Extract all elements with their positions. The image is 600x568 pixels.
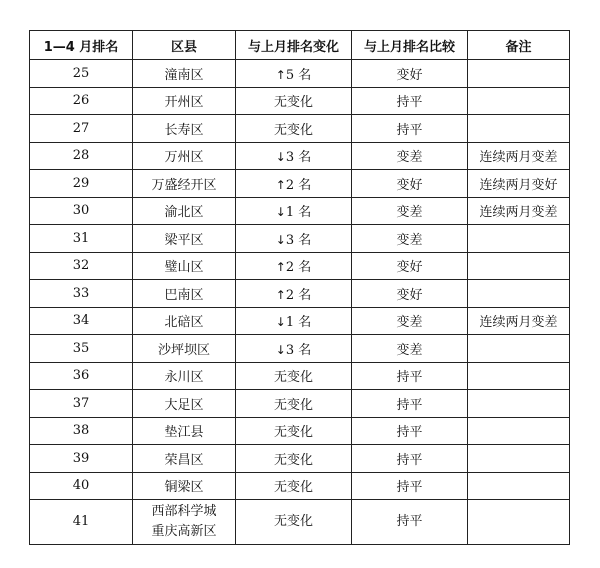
table-row [30,197,570,225]
rank-change-cell [236,170,352,198]
rank-cell: 35 [30,335,133,363]
note-cell [468,390,570,418]
district-cell: 巴南区 [133,280,236,308]
rank-cell: 39 [30,445,133,473]
district-cell [133,500,236,545]
note-cell [468,60,570,88]
note-cell: 连续两月变差 [468,307,570,335]
compare-cell: 变好 [352,170,468,198]
compare-cell: 持平 [352,390,468,418]
rank-change-cell [236,252,352,280]
note-cell: 连续两月变差 [468,197,570,225]
rank-cell: 29 [30,170,133,198]
rank-change-text: 无变化 [273,480,313,496]
note-cell: 连续两月变差 [468,142,570,170]
rank-cell: 30 [30,197,133,225]
rank-change-text: 1 名 [285,315,312,331]
district-line-2: 重庆高新区 [151,524,217,539]
compare-cell: 持平 [352,445,468,473]
arrow-up-icon: ↑ [275,67,286,82]
note-cell [468,115,570,143]
rank-change-text: 3 名 [285,232,312,248]
table-row [30,390,570,418]
rank-cell: 31 [30,225,133,253]
rank-change-text: 2 名 [285,287,312,303]
table-row [30,60,570,88]
note-cell [468,225,570,253]
district-cell: 梁平区 [133,225,236,253]
rank-change-text: 3 名 [285,342,312,358]
table-row [30,472,570,500]
arrow-down-icon: ↓ [275,315,286,330]
arrow-down-icon: ↓ [275,150,286,165]
compare-cell: 持平 [352,115,468,143]
arrow-up-icon: ↑ [275,260,286,275]
note-cell [468,335,570,363]
rank-cell: 25 [30,60,133,88]
arrow-up-icon: ↑ [275,177,286,192]
rank-change-cell [236,335,352,363]
header-note: 备注 [468,31,570,60]
rank-cell: 36 [30,362,133,390]
table-row [30,335,570,363]
compare-cell: 持平 [352,417,468,445]
rank-cell: 37 [30,390,133,418]
rank-change-cell [236,225,352,253]
rank-change-cell [236,362,352,390]
rank-change-text: 无变化 [273,370,313,386]
rank-change-text: 无变化 [273,397,313,413]
rank-cell: 41 [30,500,133,545]
rank-change-text: 5 名 [285,67,312,83]
rank-cell: 26 [30,87,133,115]
district-cell: 开州区 [133,87,236,115]
note-cell: 连续两月变好 [468,170,570,198]
table-row [30,417,570,445]
note-cell [468,417,570,445]
arrow-down-icon: ↓ [275,342,286,357]
compare-cell: 持平 [352,472,468,500]
table-row [30,252,570,280]
table-row [30,280,570,308]
arrow-up-icon: ↑ [275,287,286,302]
note-cell [468,445,570,473]
district-line-1: 西部科学城 [151,504,217,519]
rank-cell: 40 [30,472,133,500]
district-cell: 万州区 [133,142,236,170]
rank-cell: 27 [30,115,133,143]
rank-change-cell [236,142,352,170]
district-cell: 铜梁区 [133,472,236,500]
rank-change-cell [236,500,352,545]
compare-cell: 持平 [352,500,468,545]
rank-change-cell [236,197,352,225]
district-cell: 永川区 [133,362,236,390]
rank-change-text: 2 名 [285,260,312,276]
compare-cell: 变好 [352,280,468,308]
district-cell: 万盛经开区 [133,170,236,198]
rank-cell: 34 [30,307,133,335]
compare-cell: 变差 [352,197,468,225]
note-cell [468,252,570,280]
rank-change-cell [236,307,352,335]
header-compare: 与上月排名比较 [352,31,468,60]
compare-cell: 持平 [352,362,468,390]
district-cell: 沙坪坝区 [133,335,236,363]
header-row [30,31,570,60]
table-row [30,87,570,115]
rank-change-text: 无变化 [273,95,313,111]
table-row [30,500,570,545]
header-rank-change: 与上月排名变化 [236,31,352,60]
rank-change-text: 无变化 [273,452,313,468]
rank-change-text: 无变化 [273,425,313,441]
rank-change-cell [236,115,352,143]
table-row [30,445,570,473]
rank-change-cell [236,87,352,115]
compare-cell: 变差 [352,335,468,363]
district-cell: 大足区 [133,390,236,418]
rank-cell: 32 [30,252,133,280]
header-rank: 1—4 月排名 [30,31,133,60]
note-cell [468,280,570,308]
rank-change-cell [236,390,352,418]
note-cell [468,362,570,390]
district-cell: 垫江县 [133,417,236,445]
table-row [30,362,570,390]
district-cell: 璧山区 [133,252,236,280]
ranking-table [29,30,570,545]
compare-cell: 变差 [352,142,468,170]
table-row [30,115,570,143]
rank-change-text: 1 名 [285,205,312,221]
compare-cell: 变差 [352,225,468,253]
compare-cell: 持平 [352,87,468,115]
note-cell [468,472,570,500]
compare-cell: 变差 [352,307,468,335]
rank-change-cell [236,280,352,308]
rank-cell: 33 [30,280,133,308]
rank-cell: 38 [30,417,133,445]
rank-change-cell [236,60,352,88]
district-cell: 渝北区 [133,197,236,225]
rank-change-text: 2 名 [285,177,312,193]
table-row [30,170,570,198]
header-district: 区县 [133,31,236,60]
arrow-down-icon: ↓ [275,205,286,220]
rank-change-text: 无变化 [273,514,313,529]
rank-change-cell [236,472,352,500]
table-row [30,225,570,253]
rank-change-cell [236,445,352,473]
note-cell [468,87,570,115]
arrow-down-icon: ↓ [275,232,286,247]
district-cell: 潼南区 [133,60,236,88]
rank-change-text: 3 名 [285,150,312,166]
compare-cell: 变好 [352,252,468,280]
district-cell: 北碚区 [133,307,236,335]
compare-cell: 变好 [352,60,468,88]
district-cell: 长寿区 [133,115,236,143]
table-row [30,142,570,170]
rank-change-text: 无变化 [273,122,313,138]
table-body [30,60,570,545]
note-cell [468,500,570,545]
table-row [30,307,570,335]
district-cell: 荣昌区 [133,445,236,473]
rank-change-cell [236,417,352,445]
rank-cell: 28 [30,142,133,170]
